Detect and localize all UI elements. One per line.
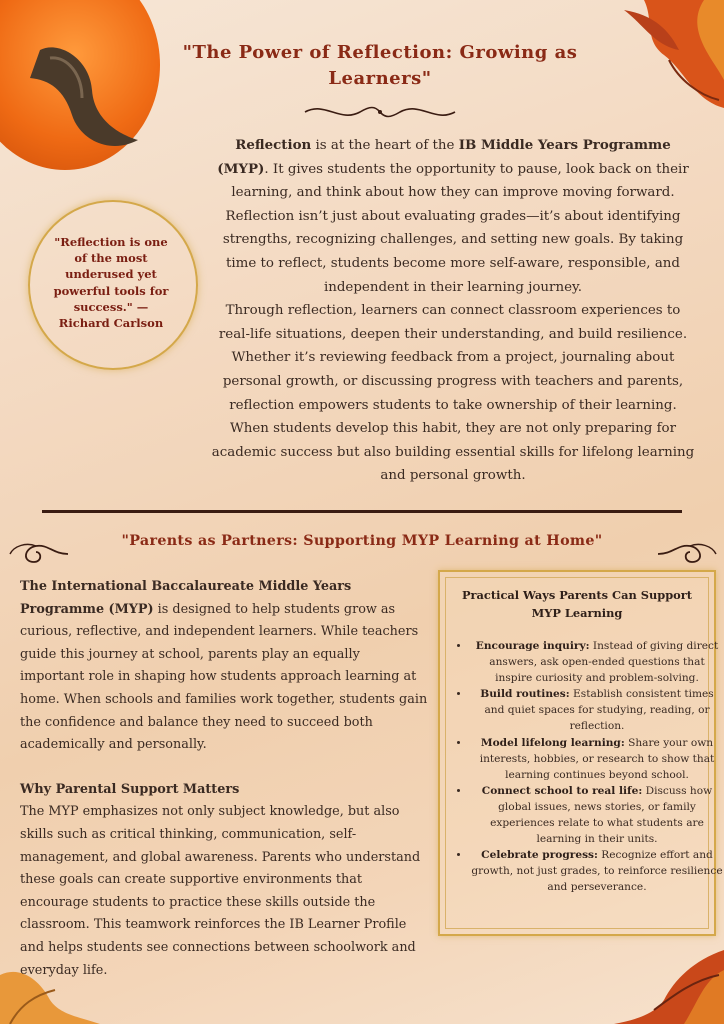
flourish-left-ornament — [8, 540, 70, 566]
list-item: • Celebrate progress: Recognize effort and growth, not just grades, to reinforce resilience and perseverance. — [470, 847, 724, 895]
section-divider — [42, 510, 682, 513]
why-support-paragraph: The MYP emphasizes not only subject knowledge, but also skills such as critical thinking, communication, self-management, and global awareness. Parents who understand these goals can create supportive environments that encourage students to practice these skills outside the classroom. This teamwork reinforces the IB Learner Profile and helps students see connections between schoolwork and everyday life. — [20, 804, 421, 978]
list-item: • Model lifelong learning: Share your own interests, hobbies, or research to show that learning continues beyond school. — [470, 735, 724, 783]
reflection-intro-text: Reflection is at the heart of the IB Middle Years Programme (MYP). It gives students the opportunity to pause, look back on their learning, and think about how they can improve moving forward. Reflection isn’t just about evaluating grades—it’s about identifying strengths, recognizing challenges, and setting new goals. By taking time to reflect, students become more self-aware, responsible, and independent in their learning journey. Through reflection, learners can connect classroom experiences to real-life situations, deepen their understanding, and build resilience. Whether it’s reviewing feedback from a project, journaling about personal growth, or discussing progress with teachers and parents, reflection empowers students to take ownership of their learning. When students develop this habit, they are not only preparing for academic success but also building essential skills for lifelong learning and personal growth. — [211, 137, 695, 484]
parents-body-text: The International Baccalaureate Middle Years Programme (MYP) is designed to help students grow as curious, reflective, and independent learners. While teachers guide this journey at school, parents play an equally important role in shaping how students approach learning at home. When schools and families work together, students gain the confidence and balance they need to succeed both academically and personally. Why Parental Support Matters The MYP emphasizes not only subject knowledge, but also skills such as critical thinking, communication, self-management, and global awareness. Parents who understand these goals can create supportive environments that encourage students to practice these skills outside the classroom. This teamwork reinforces the IB Learner Profile and helps students see connections between schoolwork and everyday life. — [20, 576, 428, 982]
autumn-leaves-decoration — [614, 950, 724, 1024]
list-item: • Encourage inquiry: Instead of giving direct answers, ask open-ended questions that inspire curiosity and problem-solving. — [470, 638, 724, 686]
why-support-heading: Why Parental Support Matters — [20, 781, 240, 797]
practical-ways-box — [438, 570, 723, 936]
reflection-title: "The Power of Reflection: Growing as Learners" — [182, 42, 578, 89]
list-item: • Connect school to real life: Discuss how global issues, news stories, or family experiences relate to what students are learning in their units. — [470, 783, 724, 847]
list-item: • Build routines: Establish consistent times and quiet spaces for studying, reading, or reflection. — [470, 686, 724, 734]
parents-partners-title: "Parents as Partners: Supporting MYP Learning at Home" — [121, 533, 603, 549]
practical-ways-title: Practical Ways Parents Can Support MYP Learning — [461, 588, 693, 620]
flourish-ornament — [300, 103, 460, 121]
myp-full-name: The International Baccalaureate Middle Years Programme (MYP) — [20, 579, 352, 617]
flourish-right-ornament — [656, 540, 718, 566]
practical-ways-list — [452, 638, 724, 896]
richard-carlson-quote: "Reflection is one of the most underused yet powerful tools for success." — Richard Carlson — [53, 235, 169, 331]
ib-myp-term: IB Middle Years Programme (MYP) — [217, 137, 671, 177]
reflection-word: Reflection — [235, 137, 312, 153]
reflection-paragraph-2: Through reflection, learners can connect classroom experiences to real-life situations, deepen their understanding, and build resilience. Whether it’s reviewing feedback from a project, journaling about personal growth, or discussing progress with teachers and parents, reflection empowers students to take ownership of their learning. When students develop this habit, they are not only preparing for academic success but also building essential skills for lifelong learning and personal growth. — [211, 303, 695, 484]
pumpkin-stem-decoration — [20, 20, 140, 160]
